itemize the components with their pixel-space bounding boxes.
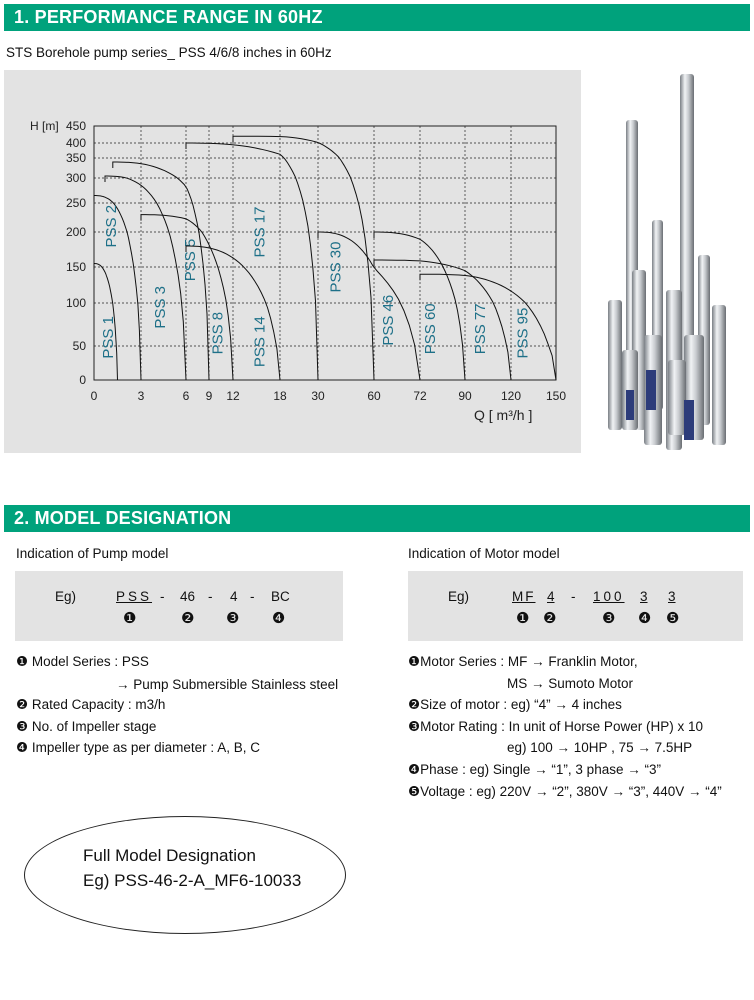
x-axis-label: Q [ m³/h ]	[474, 407, 533, 423]
y-tick-label: 300	[65, 171, 86, 185]
pump-item-2: ❷ Rated Capacity : m3/h	[16, 697, 166, 712]
full-designation-title: Full Model Designation	[83, 846, 256, 865]
section-title: 1. PERFORMANCE RANGE IN 60HZ	[14, 7, 323, 27]
motor-item-1-detail: MS → Sumoto Motor	[507, 676, 634, 691]
y-tick-label: 200	[65, 225, 86, 239]
x-tick-label: 6	[182, 389, 190, 403]
code-stage: 4	[230, 589, 238, 604]
series-label: PSS 3	[152, 286, 169, 329]
code-motor-voltage: 3	[668, 589, 676, 604]
pump-product-photo	[596, 70, 750, 453]
series-label: PSS 14	[251, 316, 269, 368]
y-tick-label: 100	[65, 296, 86, 310]
marker-3: ❸	[602, 610, 616, 627]
pump-model-heading: Indication of Pump model	[16, 546, 169, 561]
x-tick-label: 150	[545, 389, 567, 403]
series-label: PSS 8	[209, 311, 227, 355]
x-tick-label: 120	[500, 389, 522, 403]
motor-item-3: ❸Motor Rating : In unit of Horse Power (HP) x 10	[408, 719, 703, 734]
marker-1: ❶	[123, 610, 137, 627]
chart-subtitle: STS Borehole pump series_ PSS 4/6/8 inches in 60Hz	[6, 45, 332, 60]
series-label: PSS 30	[327, 241, 345, 293]
code-dash: -	[160, 589, 165, 604]
x-tick-label: 12	[226, 389, 240, 403]
full-designation-example: Eg) PSS-46-2-A_MF6-10033	[83, 871, 302, 890]
series-label: PSS 1	[99, 316, 117, 359]
motor-item-1: ❶Motor Series : MF → Franklin Motor,	[408, 654, 638, 669]
series-label: PSS 2	[102, 204, 120, 248]
pump-item-4: ❹ Impeller type as per diameter : A, B, C	[16, 740, 260, 755]
y-tick-label: 0	[79, 373, 86, 387]
code-motor-series: MF	[512, 589, 536, 604]
x-tick-label: 0	[90, 389, 98, 403]
y-axis-label: H [m]	[30, 119, 59, 133]
y-tick-label: 400	[65, 136, 86, 150]
marker-3: ❸	[226, 610, 240, 627]
pump-item-3: ❸ No. of Impeller stage	[16, 719, 157, 734]
marker-2: ❷	[543, 610, 557, 627]
series-label: PSS 77	[471, 303, 489, 355]
series-label: PSS 46	[380, 294, 398, 346]
marker-2: ❷	[181, 610, 195, 627]
marker-4: ❹	[272, 610, 286, 627]
series-label: PSS 17	[251, 206, 269, 258]
pump-model-example-box	[15, 571, 343, 641]
code-series: PSS	[116, 589, 153, 604]
y-tick-label: 250	[65, 196, 86, 210]
code-impeller: BC	[271, 589, 290, 604]
performance-chart-panel	[4, 70, 581, 453]
y-tick-label: 50	[72, 339, 86, 353]
motor-item-2: ❷Size of motor : eg) “4” → 4 inches	[408, 697, 622, 712]
y-tick-label: 450	[65, 119, 86, 133]
series-label: PSS 95	[514, 307, 532, 359]
x-tick-label: 30	[311, 389, 325, 403]
motor-item-3-detail: eg) 100 → 10HP , 75 → 7.5HP	[507, 740, 693, 755]
x-tick-label: 3	[137, 389, 145, 403]
code-motor-rating: 100	[593, 589, 625, 604]
eg-label: Eg)	[55, 589, 77, 604]
pump-item-1-detail: → Pump Submersible Stainless steel	[116, 677, 339, 692]
code-dash: -	[571, 589, 576, 604]
section-header-model-designation	[4, 505, 750, 532]
series-label: PSS 5	[182, 238, 200, 282]
motor-model-example-box	[408, 571, 743, 641]
y-tick-label: 150	[65, 260, 86, 274]
code-dash: -	[208, 589, 213, 604]
eg-label: Eg)	[448, 589, 470, 604]
code-motor-size: 4	[547, 589, 555, 604]
code-motor-phase: 3	[640, 589, 648, 604]
performance-chart	[4, 70, 581, 453]
code-dash: -	[250, 589, 255, 604]
x-tick-label: 9	[205, 389, 213, 403]
motor-item-5: ❺Voltage : eg) 220V → “2”, 380V → “3”, 440V → “4”	[408, 784, 722, 799]
x-tick-label: 72	[413, 389, 427, 403]
section-header-performance	[4, 4, 750, 31]
section-title: 2. MODEL DESIGNATION	[14, 508, 232, 528]
x-tick-label: 60	[367, 389, 381, 403]
motor-model-heading: Indication of Motor model	[408, 546, 560, 561]
code-capacity: 46	[180, 589, 196, 604]
x-tick-label: 90	[458, 389, 472, 403]
motor-item-4: ❹Phase : eg) Single → “1”, 3 phase → “3”	[408, 762, 661, 777]
pump-item-1: ❶ Model Series : PSS	[16, 654, 149, 669]
marker-1: ❶	[516, 610, 530, 627]
marker-5: ❺	[666, 610, 680, 627]
marker-4: ❹	[638, 610, 652, 627]
y-tick-label: 350	[65, 151, 86, 165]
x-tick-label: 18	[273, 389, 287, 403]
series-label: PSS 60	[422, 303, 439, 355]
